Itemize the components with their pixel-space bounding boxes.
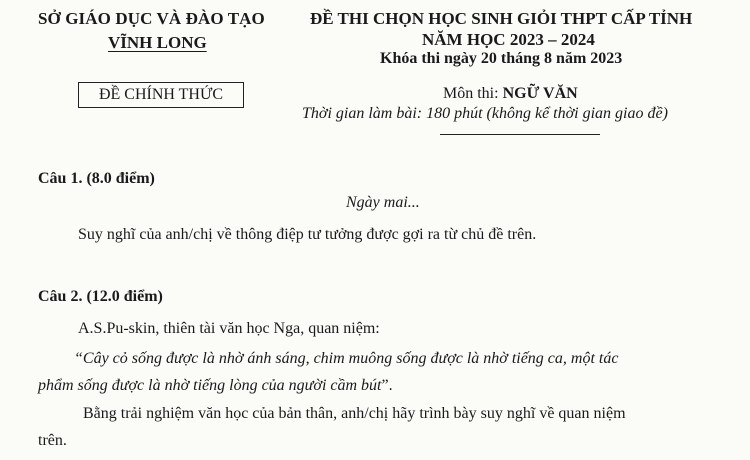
quote-line2-text: phẩm sống được là nhờ tiếng lòng của người cầm bút [38, 377, 382, 394]
header-divider [440, 134, 600, 135]
question2-title: Câu 2. (12.0 điểm) [38, 288, 163, 305]
province-name: VĨNH LONG [108, 33, 207, 52]
school-year: NĂM HỌC 2023 – 2024 [422, 30, 595, 49]
subject-prefix: Môn thi: [443, 85, 503, 102]
question2-quote-line2 [38, 377, 393, 395]
question1-task: Suy nghĩ của anh/chị về thông điệp tư tưởng được gợi ra từ chủ đề trên. [78, 226, 537, 243]
department-name: SỞ GIÁO DỤC VÀ ĐÀO TẠO [38, 9, 265, 28]
question2-intro: A.S.Pu-skin, thiên tài văn học Nga, quan niệm: [78, 320, 380, 337]
subject-name: NGỮ VĂN [502, 85, 578, 102]
exam-title: ĐỀ THI CHỌN HỌC SINH GIỎI THPT CẤP TỈNH [310, 9, 693, 28]
question2-task-line1: Bằng trải nghiệm văn học của bản thân, anh/chị hãy trình bày suy nghĩ về quan niệm [83, 405, 626, 422]
subject-line [443, 85, 578, 103]
exam-date: Khóa thi ngày 20 tháng 8 năm 2023 [380, 50, 623, 67]
official-stamp-box [78, 82, 244, 108]
question2-quote-line1: “Cây cỏ sống được là nhờ ánh sáng, chim muông sống được là nhờ tiếng ca, một tác [74, 350, 619, 367]
quote-line2-end: ”. [381, 377, 393, 394]
time-allowed: Thời gian làm bài: 180 phút (không kể thời gian giao đề) [302, 105, 668, 122]
question2-task-line2: trên. [38, 432, 67, 449]
official-label: ĐỀ CHÍNH THỨC [98, 86, 224, 103]
question1-prompt: Ngày mai... [346, 194, 420, 211]
question1-title: Câu 1. (8.0 điểm) [38, 170, 155, 187]
